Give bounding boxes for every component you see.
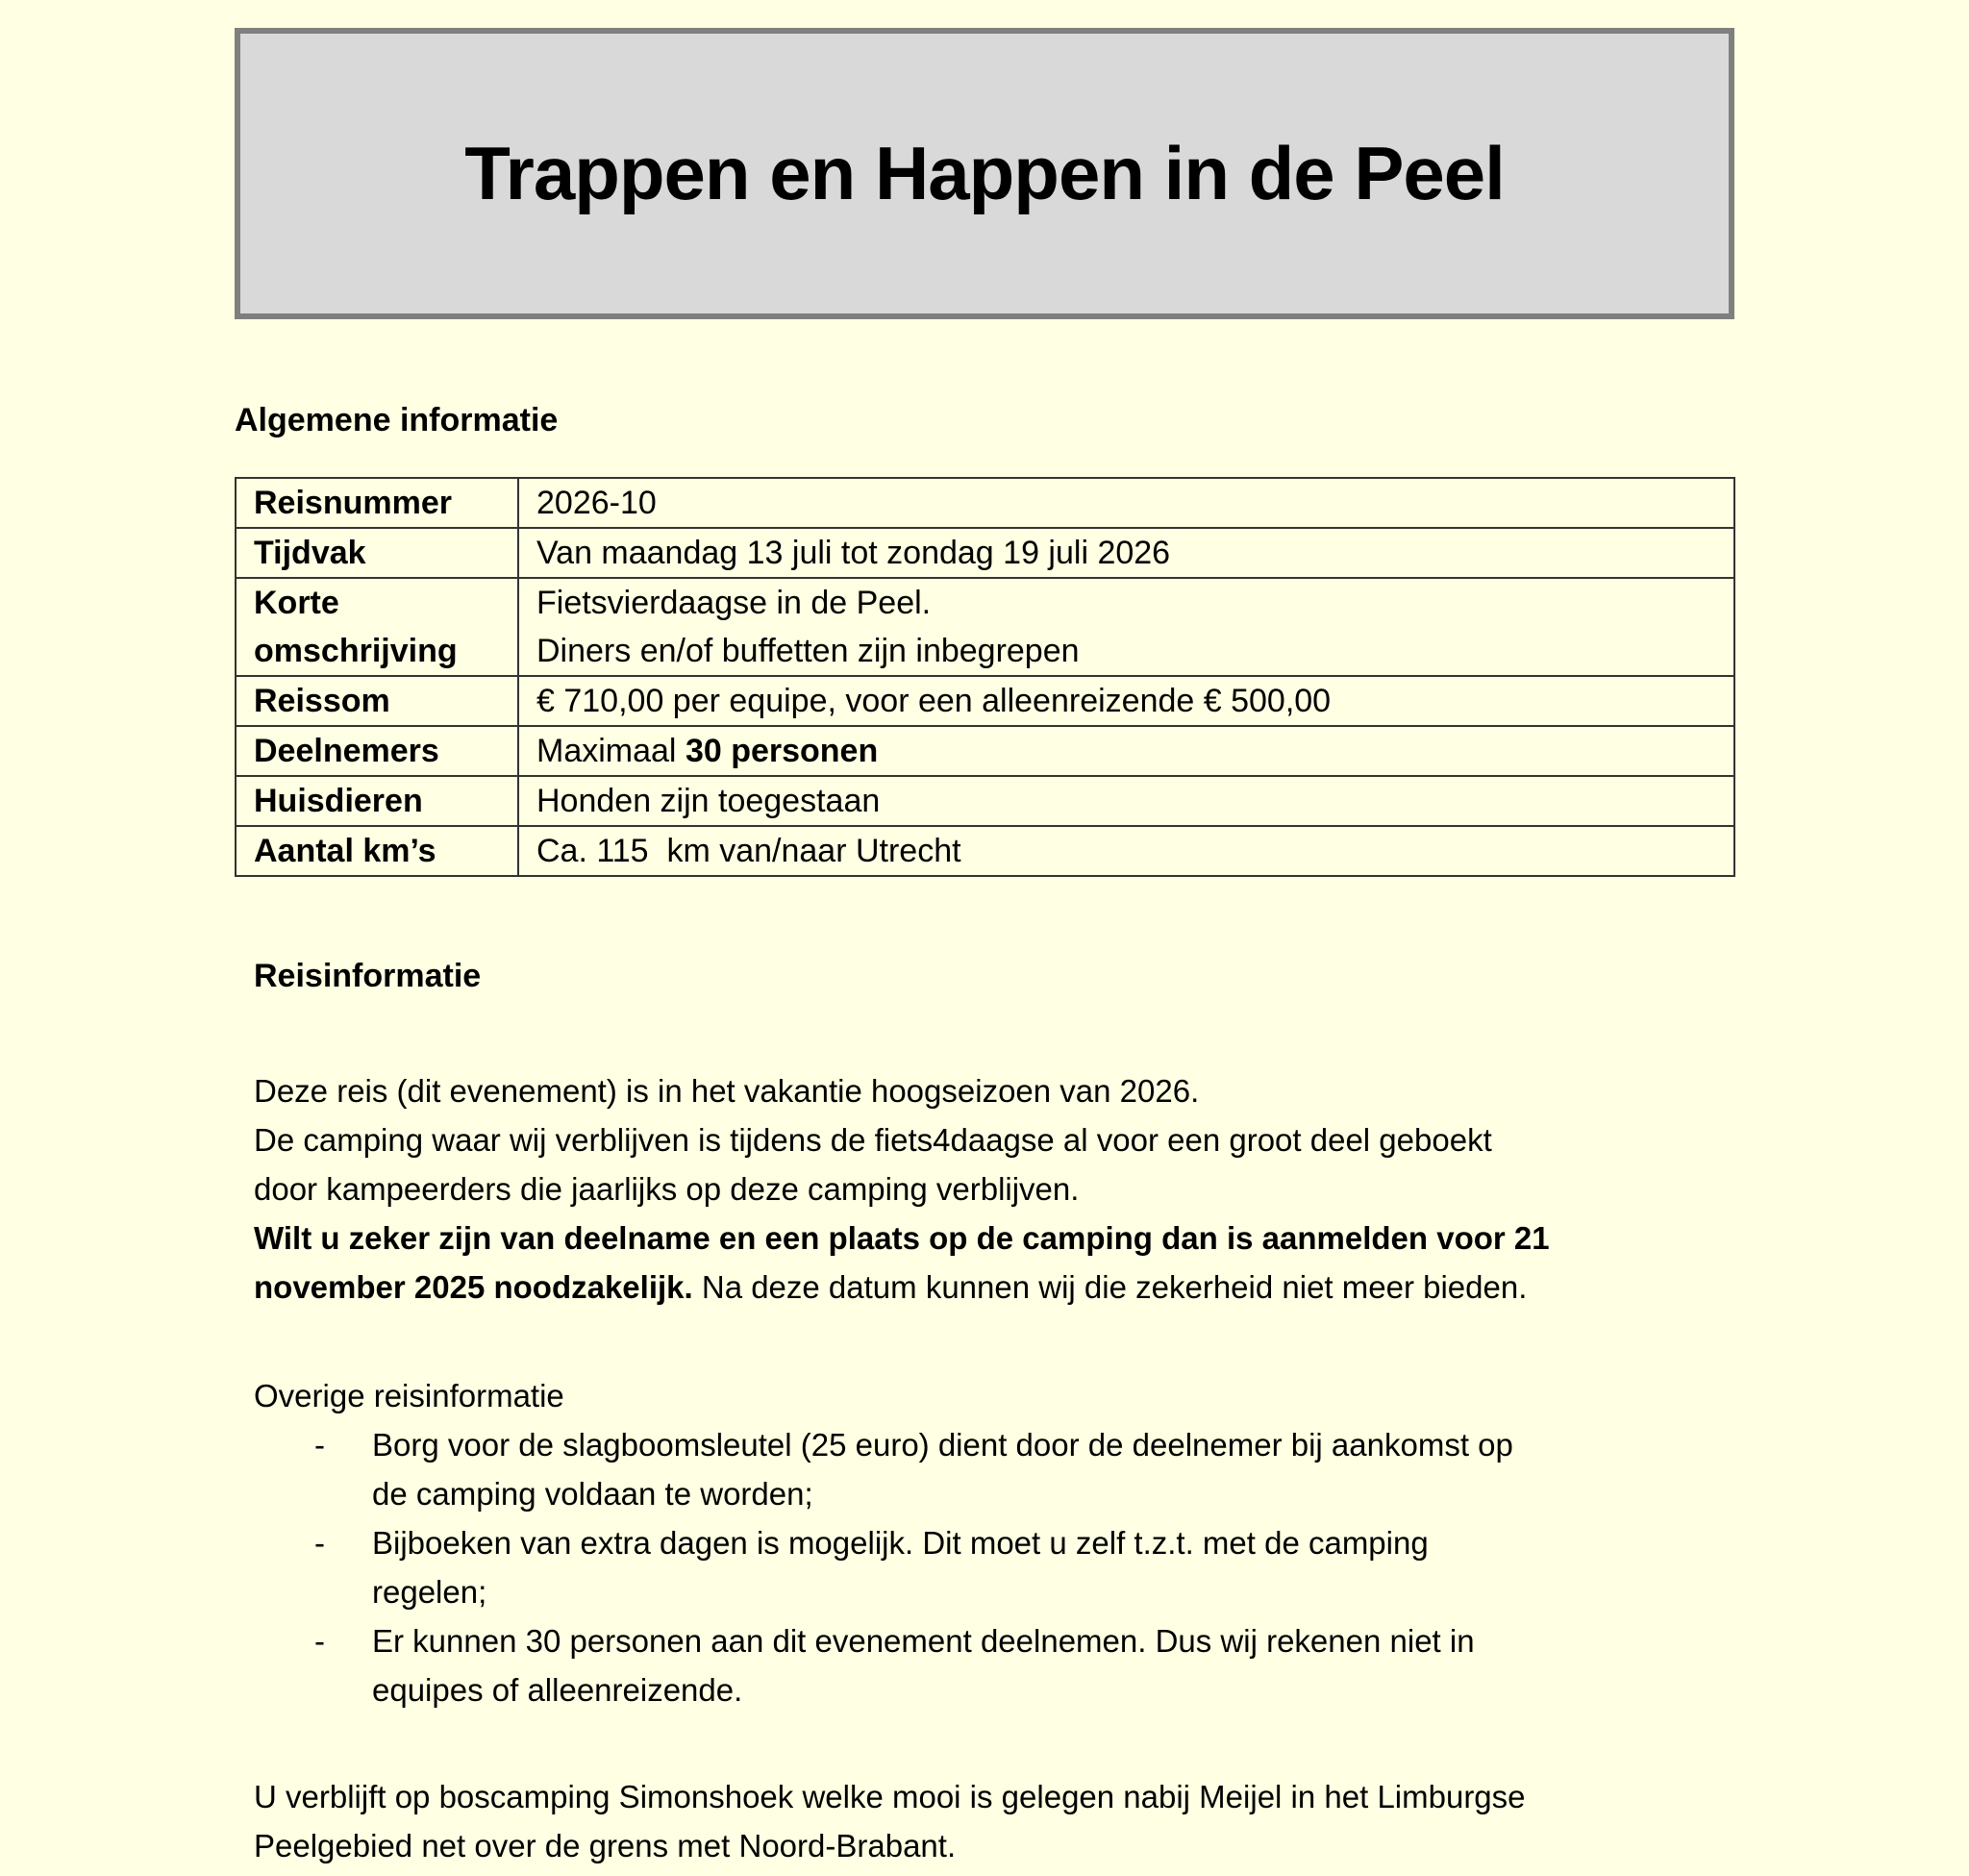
section-heading-travel: Reisinformatie — [254, 958, 482, 994]
travel-paragraph — [254, 1066, 1550, 1312]
other-info-heading: Overige reisinformatie — [254, 1378, 564, 1413]
row-value: 2026-10 — [518, 478, 1734, 528]
item-line: Er kunnen 30 personen aan dit evenement deelnemen. Dus wij rekenen niet in — [372, 1623, 1475, 1659]
table-row — [236, 776, 1734, 826]
bullet-dash: - — [314, 1525, 325, 1561]
paragraph-line: door kampeerders die jaarlijks op deze camping verblijven. — [254, 1171, 1080, 1207]
bullet-dash: - — [314, 1623, 325, 1659]
row-label: Huisdieren — [236, 776, 518, 826]
row-value: Honden zijn toegestaan — [518, 776, 1734, 826]
paragraph-line: Deze reis (dit evenement) is in het vakantie hoogseizoen van 2026. — [254, 1073, 1200, 1109]
section-heading-general: Algemene informatie — [235, 402, 559, 438]
item-line: Bijboeken van extra dagen is mogelijk. Dit moet u zelf t.z.t. met de camping — [372, 1525, 1429, 1561]
title-box — [235, 28, 1734, 319]
value-prefix: Maximaal — [536, 733, 685, 769]
label-line: omschrijving — [254, 633, 458, 669]
table-row — [236, 578, 1734, 676]
final-paragraph — [254, 1772, 1526, 1870]
value-bold: 30 personen — [685, 733, 879, 769]
paragraph-bold-text: november 2025 noodzakelijk. — [254, 1269, 693, 1305]
table-row — [236, 826, 1734, 876]
paragraph-bold-line: Wilt u zeker zijn van deelname en een plaats op de camping dan is aanmelden voor 21 — [254, 1220, 1550, 1256]
row-label: Reissom — [236, 676, 518, 726]
row-label — [236, 578, 518, 676]
item-line: regelen; — [372, 1574, 487, 1610]
table-row — [236, 478, 1734, 528]
other-info — [254, 1371, 1513, 1714]
row-value: Van maandag 13 juli tot zondag 19 juli 2026 — [518, 528, 1734, 578]
row-value: € 710,00 per equipe, voor een alleenreizende € 500,00 — [518, 676, 1734, 726]
info-table — [235, 477, 1735, 877]
paragraph-line — [254, 1263, 1550, 1312]
item-line: Borg voor de slagboomsleutel (25 euro) dient door de deelnemer bij aankomst op — [372, 1427, 1513, 1463]
paragraph-text: Na deze datum kunnen wij die zekerheid niet meer bieden. — [692, 1269, 1528, 1305]
table-row — [236, 726, 1734, 776]
row-label: Tijdvak — [236, 528, 518, 578]
paragraph-line: Peelgebied net over de grens met Noord-Brabant. — [254, 1828, 957, 1863]
row-value: Ca. 115 km van/naar Utrecht — [518, 826, 1734, 876]
table-row — [236, 528, 1734, 578]
value-line: Fietsvierdaagse in de Peel. — [536, 585, 932, 621]
paragraph-line: De camping waar wij verblijven is tijdens de fiets4daagse al voor een groot deel geboekt — [254, 1122, 1492, 1158]
value-line: Diners en/of buffetten zijn inbegrepen — [536, 633, 1080, 669]
bullet-list — [254, 1420, 1513, 1714]
row-value — [518, 726, 1734, 776]
list-item — [254, 1616, 1513, 1714]
bullet-dash: - — [314, 1427, 325, 1463]
label-line: Korte — [254, 585, 339, 621]
row-label: Deelnemers — [236, 726, 518, 776]
list-item — [254, 1518, 1513, 1616]
row-label: Aantal km’s — [236, 826, 518, 876]
item-line: de camping voldaan te worden; — [372, 1476, 813, 1512]
paragraph-line: U verblijft op boscamping Simonshoek welke mooi is gelegen nabij Meijel in het Limburgse — [254, 1779, 1526, 1814]
table-row — [236, 676, 1734, 726]
page-title: Trappen en Happen in de Peel — [464, 131, 1505, 215]
row-value — [518, 578, 1734, 676]
row-label: Reisnummer — [236, 478, 518, 528]
list-item — [254, 1420, 1513, 1518]
item-line: equipes of alleenreizende. — [372, 1672, 743, 1708]
